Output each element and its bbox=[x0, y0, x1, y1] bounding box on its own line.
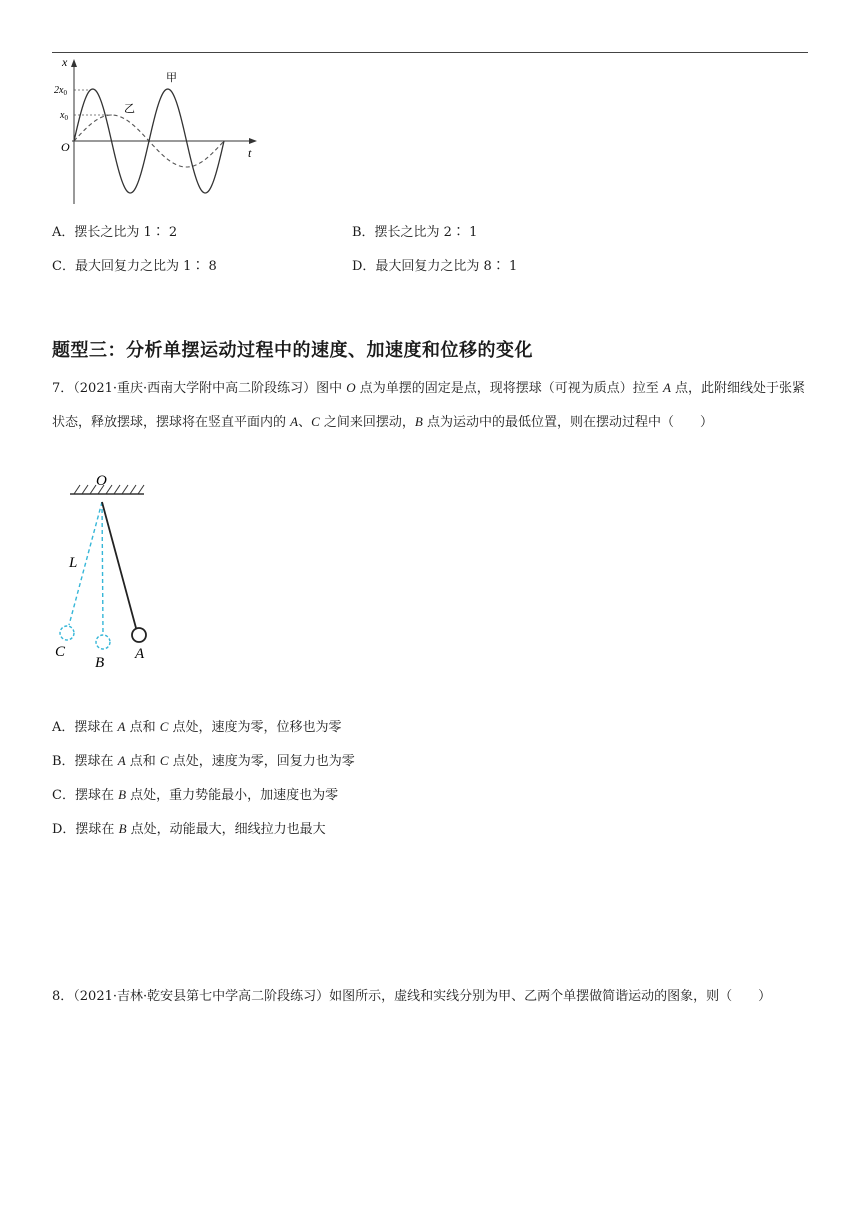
string-to-a bbox=[102, 502, 136, 628]
pivot-label-o: O bbox=[96, 473, 107, 489]
q7-option-b[interactable]: B．摆球在 A 点和 C 点处，速度为零，回复力也为零 bbox=[52, 753, 355, 769]
tick-label-2x0: $2x_0$ bbox=[54, 85, 67, 97]
question-7: 7．（2021·重庆·西南大学附中高二阶段练习）图中 O 点为单摆的固定是点，现将摆球（可视为质点）拉至 A 点，此附细线处于张紧状态，释放摆球，摆球将在竖直平面内的 A、C 之间来回摆动，B 点为运动中的最低位置，则在摆动过程中（ ） bbox=[52, 380, 806, 430]
t-axis-arrow bbox=[249, 138, 257, 144]
origin-label: O bbox=[61, 140, 70, 154]
q6-option-a[interactable]: A．摆长之比为 1∶ 2 bbox=[52, 225, 178, 240]
q6-option-d[interactable]: D．最大回复力之比为 8∶ 1 bbox=[352, 259, 518, 274]
q8-text: 如图所示，虚线和实线分别为甲、乙两个单摆做简谐运动的图象，则（ ） bbox=[329, 989, 772, 1004]
point-label-a: A bbox=[135, 646, 145, 662]
question-8 bbox=[52, 980, 812, 1013]
t-axis-label: t bbox=[248, 146, 252, 160]
x-axis-label: x bbox=[62, 56, 68, 69]
label-yi: 乙 bbox=[124, 102, 135, 115]
point-label-c: C bbox=[55, 644, 66, 660]
ceiling-hatch bbox=[74, 485, 144, 494]
header-rule bbox=[52, 52, 808, 53]
q7-source: （2021·重庆·西南大学附中高二阶段练习） bbox=[73, 381, 317, 396]
q7-option-c[interactable]: C．摆球在 B 点处，重力势能最小，加速度也为零 bbox=[52, 787, 339, 803]
q7-number: 7． bbox=[52, 381, 74, 396]
q7-option-d[interactable]: D．摆球在 B 点处，动能最大，细线拉力也最大 bbox=[52, 821, 326, 837]
ball-c bbox=[60, 626, 74, 640]
section-heading: 题型三：分析单摆运动过程中的速度、加速度和位移的变化 bbox=[52, 340, 533, 361]
tick-label-x0: $x_0$ bbox=[60, 110, 68, 122]
q8-source: （2021·吉林·乾安县第七中学高二阶段练习） bbox=[73, 989, 330, 1004]
q8-number: 8． bbox=[52, 989, 74, 1004]
ball-b bbox=[96, 635, 110, 649]
q6-option-b[interactable]: B．摆长之比为 2∶ 1 bbox=[352, 225, 478, 240]
pendulum-diagram bbox=[52, 470, 162, 675]
q6-option-c[interactable]: C．最大回复力之比为 1∶ 8 bbox=[52, 259, 217, 274]
x-axis-arrow bbox=[71, 59, 77, 67]
point-label-b: B bbox=[95, 655, 105, 671]
oscillation-graph bbox=[52, 56, 272, 211]
length-label-l: L bbox=[69, 555, 78, 571]
ball-a bbox=[132, 628, 146, 642]
string-to-b bbox=[102, 502, 103, 634]
q7-option-a[interactable]: A．摆球在 A 点和 C 点处，速度为零，位移也为零 bbox=[52, 719, 342, 735]
label-jia: 甲 bbox=[166, 71, 177, 84]
